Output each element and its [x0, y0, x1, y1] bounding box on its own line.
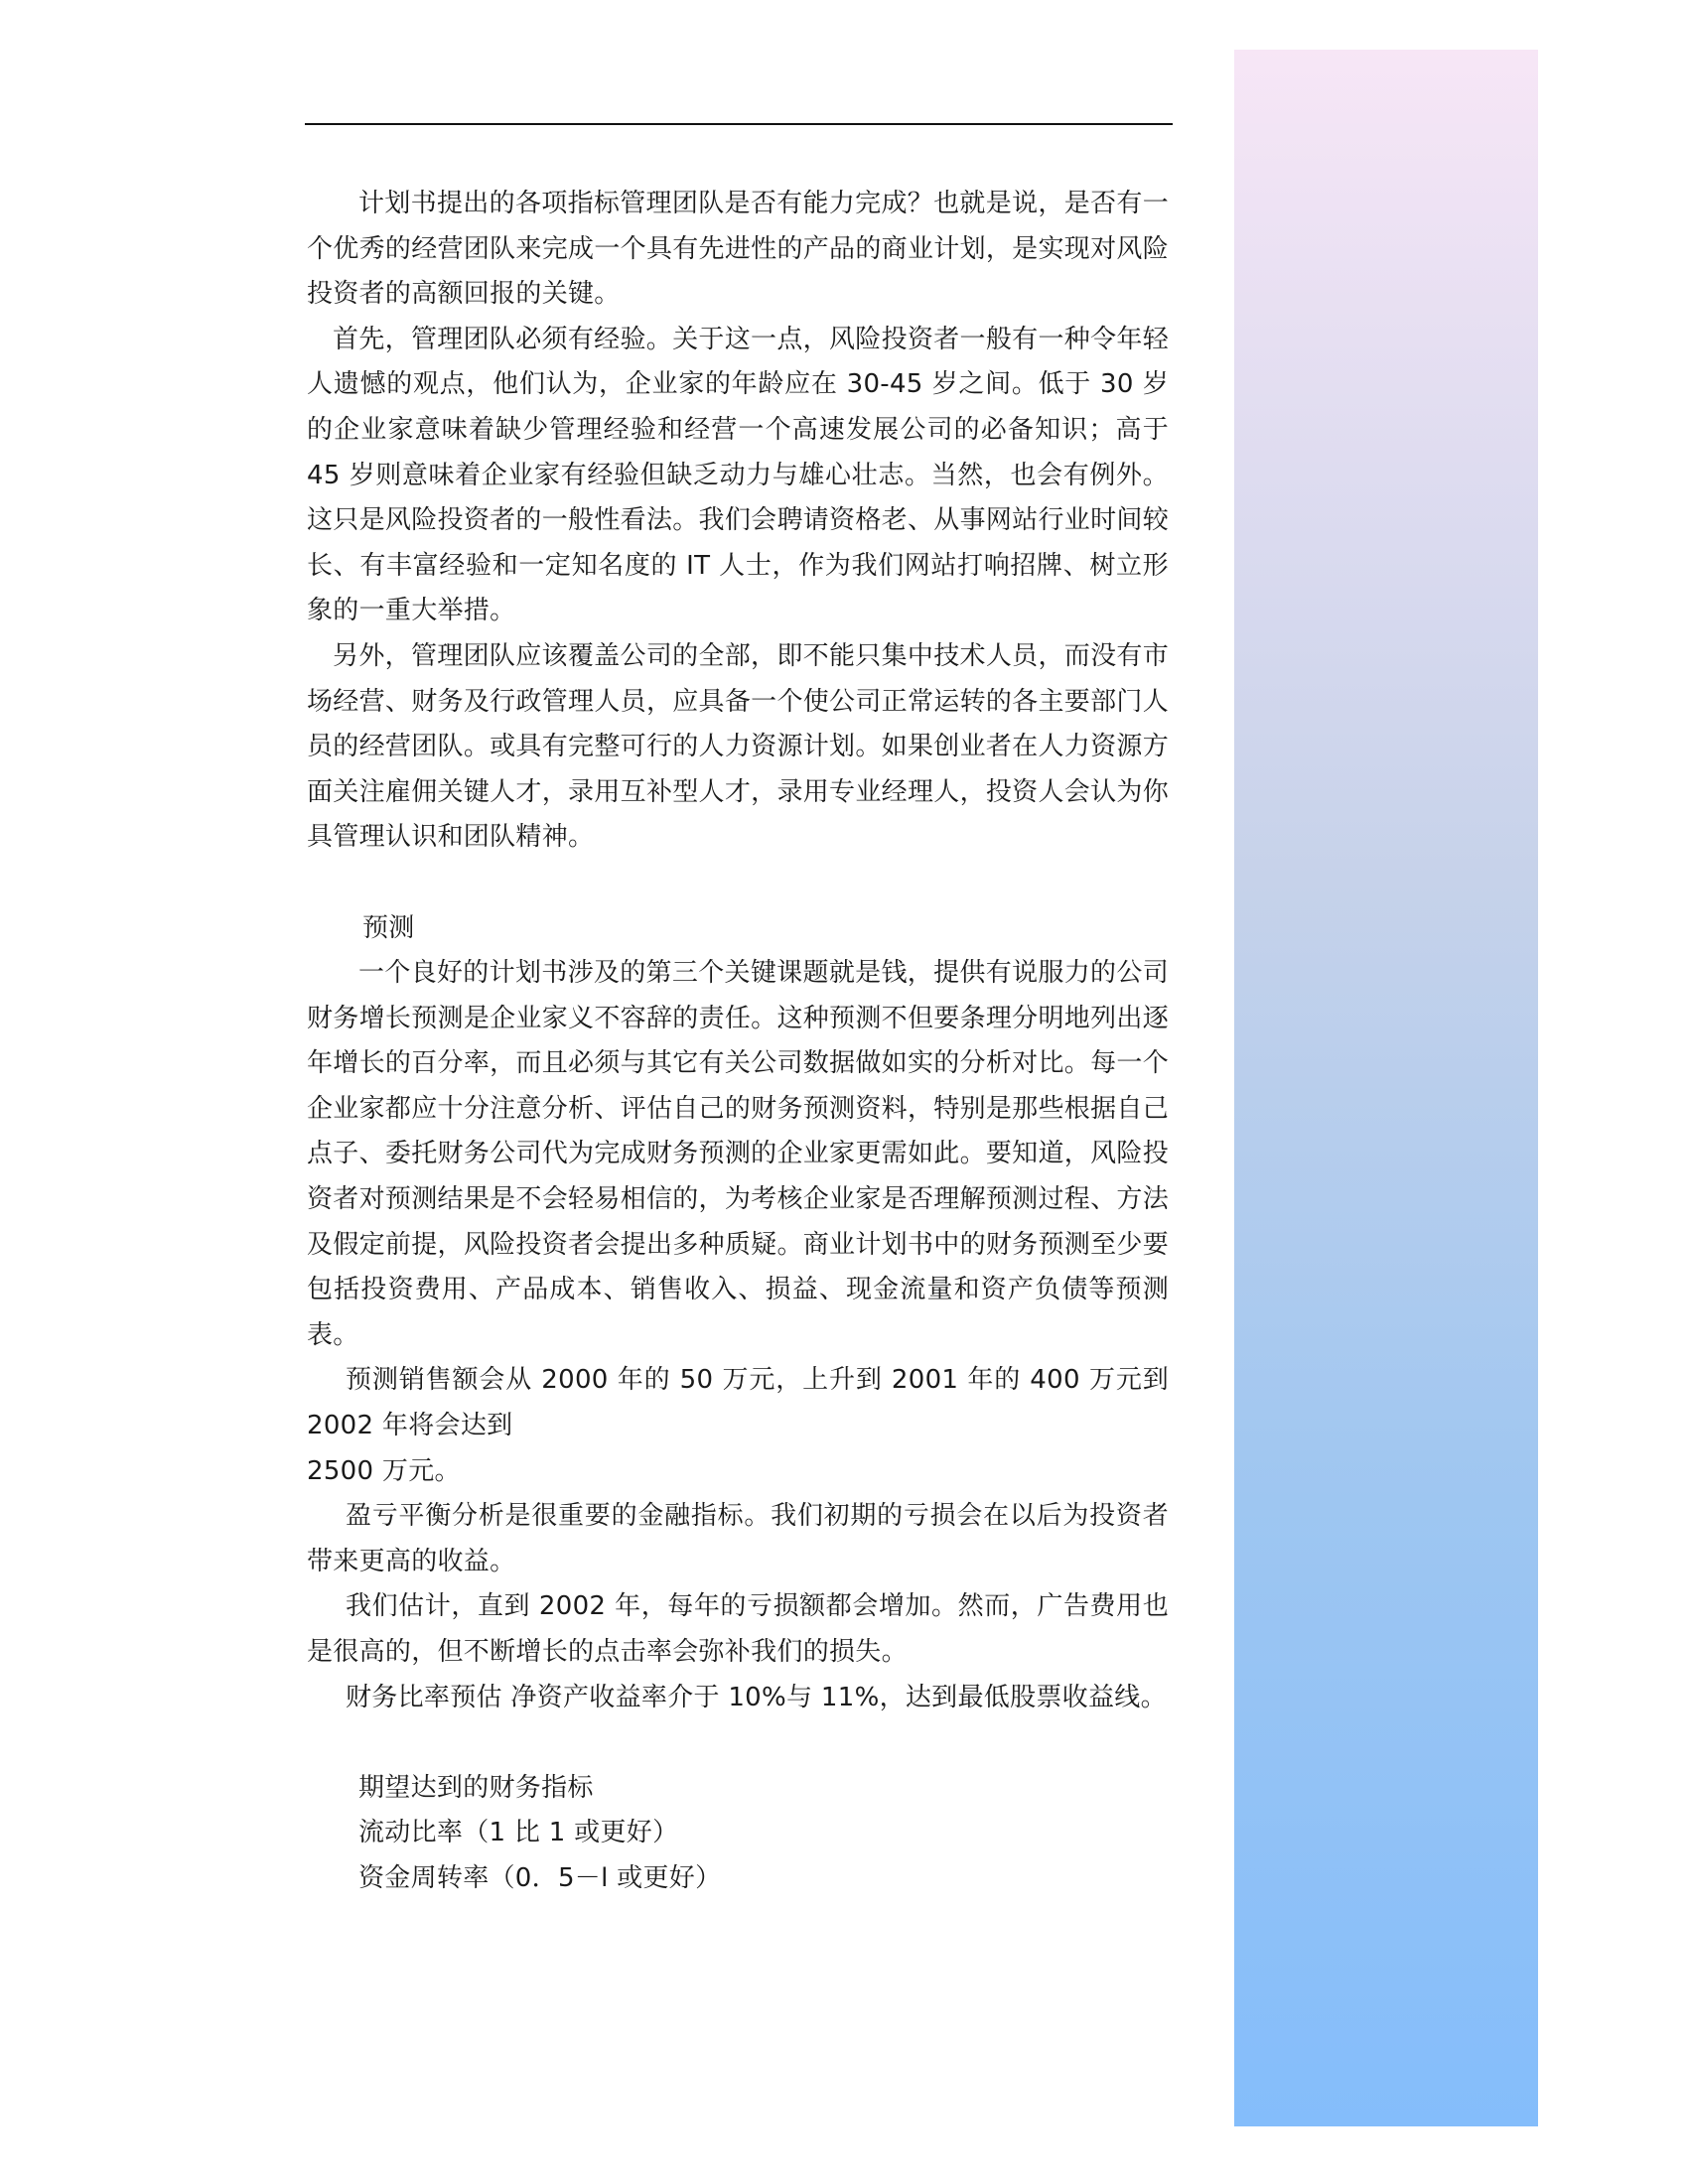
paragraph-financial-ratios: 财务比率预估 净资产收益率介于 10%与 11%，达到最低股票收益线。 — [346, 1682, 1167, 1712]
paragraph-team-capability: 计划书提出的各项指标管理团队是否有能力完成？也就是说，是否有一个优秀的经营团队来完成一个具有先进性的产品的商业计划，是实现对风险投资者的高额回报的关键。 — [307, 189, 1169, 310]
paragraph-losses: 我们估计，直到 2002 年，每年的亏损额都会增加。然而，广告费用也是很高的，但不断增长的点击率会弥补我们的损失。 — [307, 1591, 1169, 1667]
paragraph-break-even: 盈亏平衡分析是很重要的金融指标。我们初期的亏损会在以后为投资者带来更高的收益。 — [307, 1501, 1169, 1576]
target-current-ratio: 流动比率（1 比 1 或更好） — [358, 1818, 679, 1848]
paragraph-financial-forecast: 一个良好的计划书涉及的第三个关键课题就是钱，提供有说服力的公司财务增长预测是企业家义不容辞的责任。这种预测不但要条理分明地列出逐年增长的百分率，而且必须与其它有关公司数据做如实的分析对比。每一个企业家都应十分注意分析、评估自己的财务预测资料，特别是那些根据自己点子、委托财务公司代为完成财务预测的企业家更需如此。要知道，风险投资者对预测结果是不会轻易相信的，为考核企业家是否理解预测过程、方法及假定前提，风险投资者会提出多种质疑。商业计划书中的财务预测至少要包括投资费用、产品成本、销售收入、损益、现金流量和资产负债等预测表。 — [307, 958, 1169, 1350]
decorative-gradient-sidebar — [1234, 50, 1538, 2126]
section-heading-forecast: 预测 — [362, 912, 415, 943]
section-heading-targets: 期望达到的财务指标 — [358, 1772, 594, 1803]
paragraph-sales-forecast-continued: 2500 万元。 — [307, 1455, 461, 1486]
paragraph-sales-forecast: 预测销售额会从 2000 年的 50 万元，上升到 2001 年的 400 万元到 2002 年将会达到 — [307, 1365, 1169, 1441]
document-body — [307, 182, 1169, 1902]
paragraph-team-experience: 首先，管理团队必须有经验。关于这一点，风险投资者一般有一种令年轻人遗憾的观点，他们认为，企业家的年龄应在 30-45 岁之间。低于 30 岁的企业家意味着缺少管理经验和经营一个高速发展公司的必备知识；高于 45 岁则意味着企业家有经验但缺乏动力与雄心壮志。当然，也会有例外。这只是风险投资者的一般性看法。我们会聘请资格老、从事网站行业时间较长、有丰富经验和一定知名度的 IT 人士，作为我们网站打响招牌、树立形象的一重大举措。 — [307, 324, 1169, 626]
paragraph-team-coverage: 另外，管理团队应该覆盖公司的全部，即不能只集中技术人员，而没有市场经营、财务及行政管理人员，应具备一个使公司正常运转的各主要部门人员的经营团队。或具有完整可行的人力资源计划。如果创业者在人力资源方面关注雇佣关键人才，录用互补型人才，录用专业经理人，投资人会认为你具管理认识和团队精神。 — [307, 640, 1169, 853]
header-rule — [305, 123, 1173, 125]
spacer — [307, 861, 1169, 906]
spacer — [307, 1720, 1169, 1766]
target-turnover-ratio: 资金周转率（0．5－l 或更好） — [358, 1862, 722, 1893]
